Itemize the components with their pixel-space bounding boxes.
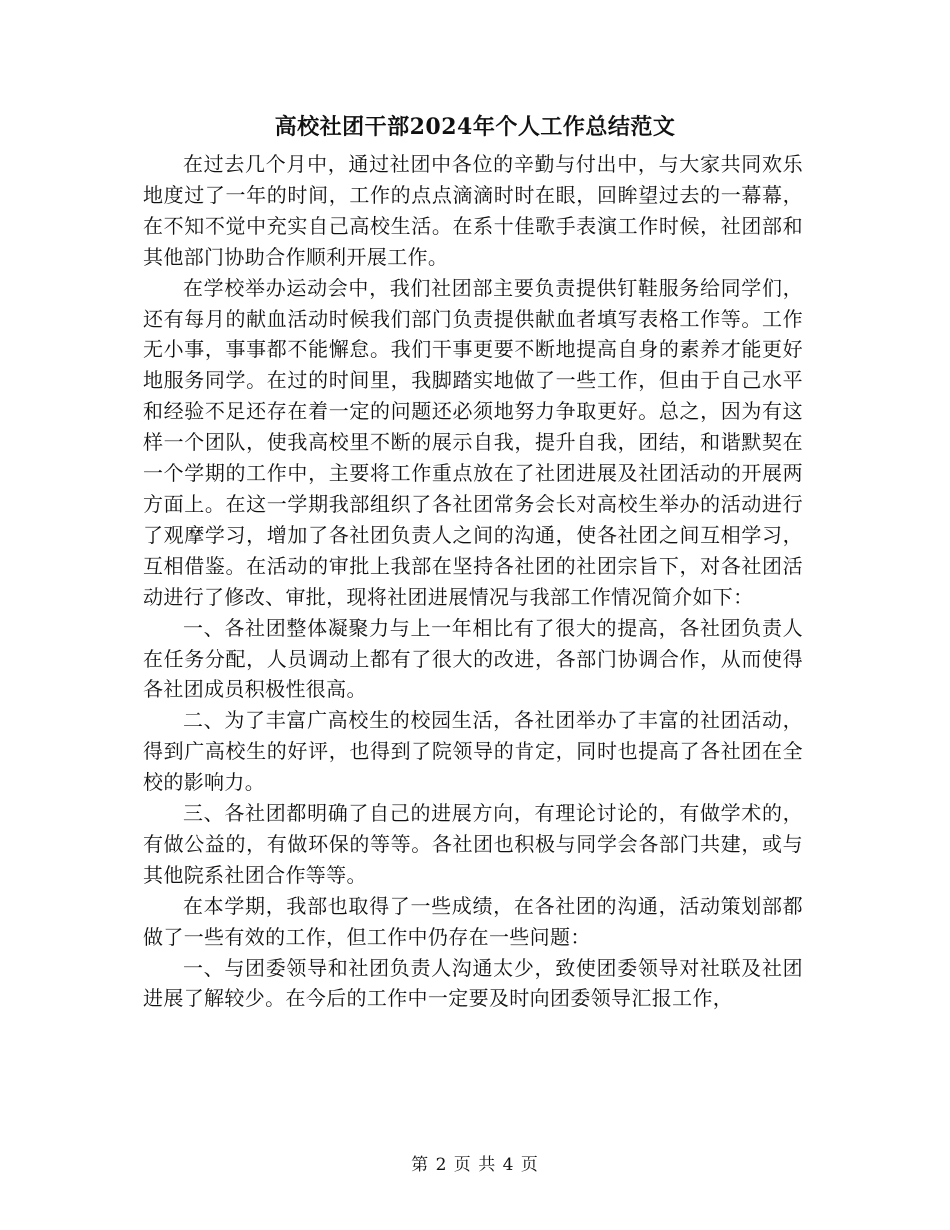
- paragraph: 在过去几个月中，通过社团中各位的辛勤与付出中，与大家共同欢乐地度过了一年的时间，工作的点点滴滴时时在眼，回眸望过去的一幕幕，在不知不觉中充实自己高校生活。在系十佳歌手表演工作时候，社团部和其他部门协助合作顺利开展工作。: [143, 152, 803, 269]
- paragraph: 在本学期，我部也取得了一些成绩，在各社团的沟通，活动策划部都做了一些有效的工作，但工作中仍存在一些问题：: [143, 893, 803, 949]
- paragraph: 一、与团委领导和社团负责人沟通太少，致使团委领导对社联及社团进展了解较少。在今后的工作中一定要及时向团委领导汇报工作，: [143, 955, 803, 1011]
- document-body: [143, 149, 803, 1014]
- paragraph: 在学校举办运动会中，我们社团部主要负责提供钉鞋服务给同学们，还有每月的献血活动时候我们部门负责提供献血者填写表格工作等。工作无小事，事事都不能懈怠。我们干事更要不断地提高自身的素养才能更好地服务同学。在过的时间里，我脚踏实地做了一些工作，但由于自己水平和经验不足还存在着一定的问题还必须地努力争取更好。总之，因为有这样一个团队，使我高校里不断的展示自我，提升自我，团结，和谐默契在一个学期的工作中，主要将工作重点放在了社团进展及社团活动的开展两方面上。在这一学期我部组织了各社团常务会长对高校生举办的活动进行了观摩学习，增加了各社团负责人之间的沟通，使各社团之间互相学习，互相借鉴。在活动的审批上我部在坚持各社团的社团宗旨下，对各社团活动进行了修改、审批，现将社团进展情况与我部工作情况简介如下：: [143, 275, 803, 609]
- paragraph: 一、各社团整体凝聚力与上一年相比有了很大的提高，各社团负责人在任务分配，人员调动上都有了很大的改进，各部门协调合作，从而使得各社团成员积极性很高。: [143, 615, 803, 702]
- paragraph: 三、各社团都明确了自己的进展方向，有理论讨论的，有做学术的，有做公益的，有做环保的等等。各社团也积极与同学会各部门共建，或与其他院系社团合作等等。: [143, 801, 803, 887]
- document-title: 高校社团干部2024年个人工作总结范文: [274, 114, 676, 140]
- paragraph: 二、为了丰富广高校生的校园生活，各社团举办了丰富的社团活动，得到广高校生的好评，也得到了院领导的肯定，同时也提高了各社团在全校的影响力。: [143, 708, 803, 795]
- page-number-footer: 第 2 页 共 4 页: [411, 1155, 539, 1175]
